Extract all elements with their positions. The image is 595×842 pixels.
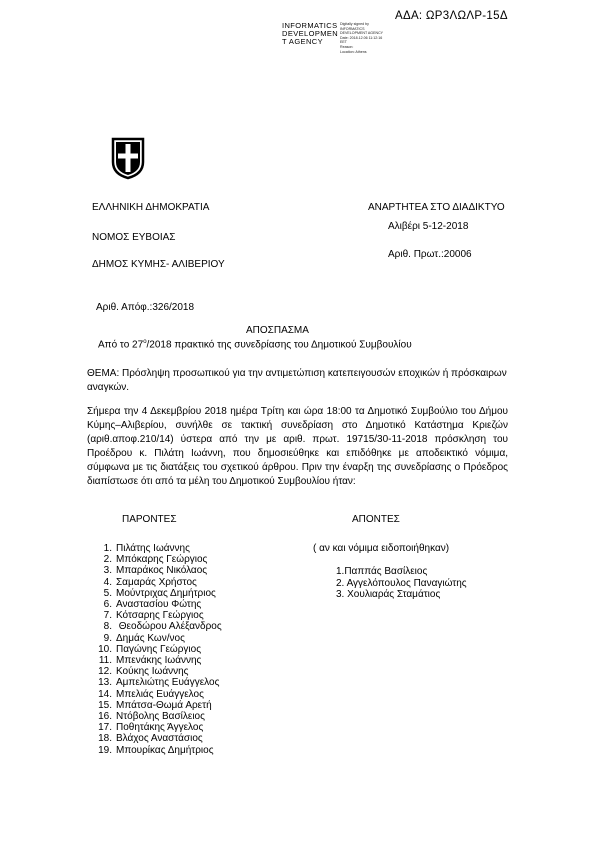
list-item: 9. Δημάς Κων/νος [103, 632, 185, 644]
present-list [88, 543, 222, 756]
header-protocol-number: Αριθ. Πρωτ.:20006 [388, 249, 472, 260]
header-prefecture: ΝΟΜΟΣ ΕΥΒΟΙΑΣ [92, 232, 176, 243]
header-date: Αλιβέρι 5-12-2018 [388, 221, 469, 232]
present-header: ΠΑΡΟΝΤΕΣ [122, 514, 177, 525]
greek-coat-of-arms-icon [109, 136, 147, 180]
list-item: 14. Μπελιάς Ευάγγελος [98, 688, 204, 700]
signature-line: INFORMATICS [340, 26, 365, 31]
absent-list [336, 566, 467, 601]
list-item: 2. Μπόκαρης Γεώργιος [103, 554, 208, 566]
list-item: 1. Πιλάτης Ιωάννης [103, 543, 190, 554]
subtitle-prefix: Από το 27 [98, 339, 144, 351]
signature-line: Location: Athens [340, 49, 367, 54]
list-item: 7. Κότσαρης Γεώργιος [103, 610, 204, 622]
list-item: 18. Βλάχος Αναστάσιος [98, 733, 203, 745]
list-item: 15. Μπάτσα-Θωμά Αρετή [98, 699, 212, 711]
list-item: 4. Σαμαράς Χρήστος [103, 576, 197, 588]
absent-note: ( αν και νόμιμα ειδοποιήθηκαν) [313, 543, 450, 554]
document-title: ΑΠΟΣΠΑΣΜΑ [246, 325, 309, 336]
signature-line: Reason: [340, 44, 354, 49]
list-item: 19. Μπουρίκας Δημήτριος [98, 744, 214, 756]
header-municipality: ΔΗΜΟΣ ΚΥΜΗΣ- ΑΛΙΒΕΡΙΟΥ [92, 259, 225, 270]
list-item: 3. Μπαράκος Νικόλαος [103, 565, 208, 577]
logo-line: DEVELOPMEN [282, 29, 339, 38]
signature-details [340, 22, 383, 54]
decision-number: Αριθ. Απόφ.:326/2018 [96, 302, 195, 313]
list-item: 2. Αγγελόπουλος Παναγιώτης [336, 577, 467, 589]
list-item: 11. Μπενάκης Ιωάννης [98, 655, 202, 667]
header-country: ΕΛΛΗΝΙΚΗ ΔΗΜΟΚΡΑΤΙΑ [92, 202, 210, 213]
absent-header: ΑΠΟΝΤΕΣ [352, 514, 400, 525]
document-subtitle [98, 339, 412, 350]
list-item: 16. Ντόβολης Βασίλειος [98, 711, 205, 723]
list-item: 10. Παγώνης Γεώργιος [98, 643, 202, 655]
list-item: 6. Αναστασίου Φώτης [103, 599, 202, 611]
signature-line: Digitally signed by [340, 22, 369, 26]
list-item: 8. Θεοδώρου Αλέξανδρος [103, 621, 222, 633]
list-item: 13. Αμπελιώτης Ευάγγελος [98, 677, 220, 689]
logo-line: T AGENCY [282, 37, 323, 46]
subtitle-rest: /2018 πρακτικό της συνεδρίασης του Δημοτικού Συμβουλίου [146, 339, 412, 351]
list-item: 5. Μούντριχας Δημήτριος [103, 587, 216, 599]
logo-line: INFORMATICS [282, 21, 338, 30]
list-item: 12. Κούκης Ιωάννης [98, 666, 189, 678]
signature-line: EET [340, 40, 347, 45]
list-item: 1.Παππάς Βασίλειος [336, 566, 428, 577]
list-item: 17. Ποθητάκης Άγγελος [98, 722, 204, 734]
header-publish-notice: ΑΝΑΡΤΗΤΕΑ ΣΤΟ ΔΙΑΔΙΚΤΥΟ [368, 202, 505, 213]
subject: ΘΕΜΑ: Πρόσληψη προσωπικού για την αντιμετώπιση κατεπειγουσών εποχικών ή πρόσκαιρων αναγκών. [87, 368, 507, 393]
subtitle-superscript: ο [143, 339, 147, 345]
signature-line: Date: 2018.12.06 11:12:16 [340, 35, 383, 40]
ada-code: ΑΔΑ: ΩΡ3ΛΩΛΡ-15Δ [395, 10, 508, 22]
signature-logo-text [282, 22, 338, 46]
body-paragraph: Σήμερα την 4 Δεκεμβρίου 2018 ημέρα Τρίτη και ώρα 18:00 τα Δημοτικό Συμβούλιο του Δήμου Κύμης–Αλιβερίου, συνήλθε σε τακτική συνεδρίαση στο Δημοτικό Κατάστημα Κριεζών (αριθ.αποφ.210/14) ύστερα από την με αριθ. πρωτ. 19715/30-11-2018 πρόσκληση του Προέδρου κ. Πιλάτη Ιωάννη, που δημοσιεύθηκε και επιδόθηκε με αποδεικτικό νόμιμα, σύμφωνα με τις διατάξεις του σχετικού άρθρου. Πριν την έναρξη της συνεδρίασης ο Πρόεδρος διαπίστωσε ότι από τα μέλη του Δημοτικού Συμβουλίου ήταν: [87, 406, 508, 487]
signature-line: DEVELOPMENT AGENCY [340, 31, 384, 36]
list-item: 3. Χουλιαράς Σταμάτιος [336, 589, 441, 600]
